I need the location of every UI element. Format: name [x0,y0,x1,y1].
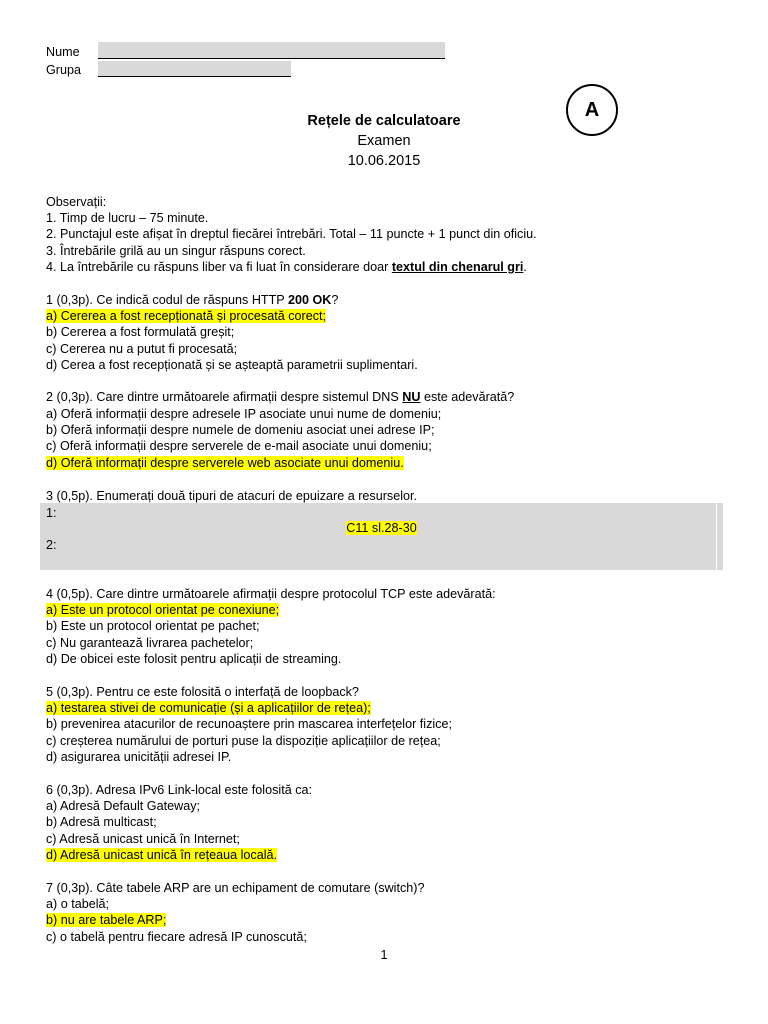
correct-answer-highlight: b) nu are tabele ARP; [46,913,167,927]
answer-text-highlight: C11 sl.28-30 [346,521,417,535]
question-option: b) Cererea a fost formulată greșit; [46,325,235,339]
question-option: a) Oferă informații despre adresele IP asociate unui nume de domeniu; [46,407,442,421]
question-1-stem-prefix: 1 (0,3p). Ce indică codul de răspuns HTTP [46,293,288,307]
question-stem: 6 (0,3p). Adresa IPv6 Link-local este folosită ca: [46,783,313,797]
course-title: Rețele de calculatoare [307,113,461,129]
question-option: c) Adresă unicast unică în Internet; [46,832,240,846]
question-stem [46,292,338,308]
name-field[interactable] [98,42,445,59]
question-option: b) Adresă multicast; [46,815,157,829]
question-2-stem-suffix: este adevărată? [420,390,515,404]
question-2-stem-prefix: 2 (0,3p). Care dintre următoarele afirmații despre sistemul DNS [46,390,403,404]
question-stem: 5 (0,3p). Pentru ce este folosită o interfață de loopback? [46,685,359,699]
exam-date: 10.06.2015 [347,153,421,169]
question-option [46,455,404,471]
question-option: c) o tabelă pentru fiecare adresă IP cunoscută; [46,930,307,944]
question-option: c) Nu garantează livrarea pachetelor; [46,636,254,650]
question-stem: 4 (0,5p). Care dintre următoarele afirmații despre protocolul TCP este adevărată: [46,587,496,601]
name-label: Nume [46,45,80,59]
correct-answer-highlight: d) Oferă informații despre serverele web asociate unui domeniu. [46,456,404,470]
question-option: d) De obicei este folosit pentru aplicații de streaming. [46,652,342,666]
correct-answer-highlight: a) Este un protocol orientat pe conexiune; [46,603,280,617]
question-option: c) Cererea nu a putut fi procesată; [46,342,238,356]
question-option [46,602,279,618]
correct-answer-highlight: d) Adresă unicast unică în rețeaua locală. [46,848,278,862]
question-option [46,912,166,928]
question-option: d) asigurarea unicității adresei IP. [46,750,232,764]
question-option [46,700,371,716]
correct-answer-highlight: a) Cererea a fost recepționată și procesată corect; [46,309,327,323]
question-option [46,847,277,863]
question-option [46,308,326,324]
exam-label: Examen [357,133,411,149]
observation-item: 2. Punctajul este afișat în dreptul fiecărei întrebări. Total – 11 puncte + 1 punct din oficiu. [46,227,537,241]
question-2-stem-bold: NU [402,390,421,404]
question-1-stem-bold: 200 OK [287,293,332,307]
question-option: b) Oferă informații despre numele de domeniu asociat unei adrese IP; [46,423,435,437]
question-option: b) Este un protocol orientat pe pachet; [46,619,260,633]
group-field[interactable] [98,61,291,77]
question-stem: 7 (0,3p). Câte tabele ARP are un echipament de comutare (switch)? [46,881,425,895]
answer-label-2: 2: [46,538,57,552]
question-option: c) creșterea numărului de porturi puse la dispoziție aplicațiilor de rețea; [46,734,441,748]
observation-item-4-emphasis: textul din chenarul gri [391,260,524,274]
answer-box-divider [716,503,717,570]
observation-item-4-suffix: . [523,260,527,274]
page-number: 1 [380,948,388,962]
observation-item: 1. Timp de lucru – 75 minute. [46,211,209,225]
question-option: a) o tabelă; [46,897,110,911]
answer-text [40,521,723,535]
group-label: Grupa [46,63,82,77]
question-stem: 3 (0,5p). Enumerați două tipuri de atacuri de epuizare a resurselor. [46,489,418,503]
observation-item-4-prefix: 4. La întrebările cu răspuns liber va fi luat în considerare doar [46,260,392,274]
question-option: a) Adresă Default Gateway; [46,799,201,813]
observation-item [46,259,527,275]
correct-answer-highlight: a) testarea stivei de comunicație (și a aplicațiilor de rețea); [46,701,371,715]
observations-heading: Observații: [46,195,107,209]
question-option: d) Cerea a fost recepționată și se așteaptă parametrii suplimentari. [46,358,418,372]
question-1-stem-suffix: ? [331,293,339,307]
answer-box[interactable] [40,503,723,570]
question-stem [46,389,514,405]
observation-item: 3. Întrebările grilă au un singur răspuns corect. [46,244,306,258]
exam-variant-badge: A [566,84,618,136]
answer-label-1: 1: [46,506,57,520]
question-option: b) prevenirea atacurilor de recunoaștere prin mascarea interfețelor fizice; [46,717,452,731]
group-row [46,62,98,78]
name-row [46,44,98,60]
question-option: c) Oferă informații despre serverele de e-mail asociate unui domeniu; [46,439,432,453]
